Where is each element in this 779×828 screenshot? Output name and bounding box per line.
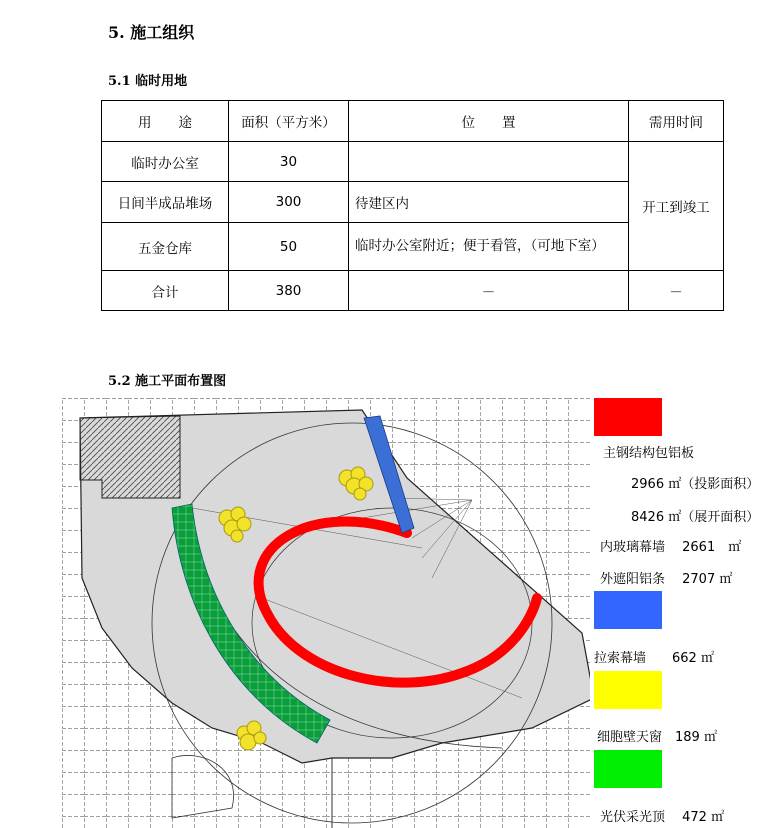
legend-value-unfolded: 8426 ㎡（展开面积） bbox=[631, 510, 760, 525]
legend-label-inner-glass: 内玻璃幕墙 2661 ㎡ bbox=[600, 540, 742, 555]
legend-swatch-green bbox=[594, 750, 662, 788]
cell-area: 380 bbox=[229, 271, 349, 311]
site-plan-drawing bbox=[62, 398, 590, 828]
cell-time-merged: 开工到竣工 bbox=[629, 142, 724, 271]
temporary-land-table bbox=[101, 100, 724, 311]
section-heading: 5. 施工组织 bbox=[108, 23, 195, 42]
cell-use: 临时办公室 bbox=[102, 142, 229, 182]
header-time: 需用时间 bbox=[629, 101, 724, 142]
table-header-row bbox=[102, 101, 724, 142]
cell-area: 30 bbox=[229, 142, 349, 182]
cell-use: 合计 bbox=[102, 271, 229, 311]
legend-value-projected: 2966 ㎡（投影面积） bbox=[631, 477, 760, 492]
subsection-heading-temporary-land: 5.1 临时用地 bbox=[108, 74, 188, 89]
cell-location: 待建区内 bbox=[349, 182, 629, 223]
cell-location: 临时办公室附近；便于看管，（可地下室） bbox=[349, 223, 629, 271]
header-location: 位 置 bbox=[349, 101, 629, 142]
site-plan-svg bbox=[62, 398, 590, 828]
cell-use: 日间半成品堆场 bbox=[102, 182, 229, 223]
legend-swatch-red bbox=[594, 398, 662, 436]
table-row bbox=[102, 271, 724, 311]
cell-area: 300 bbox=[229, 182, 349, 223]
legend-label-cell-skylight: 细胞壁天窗 189 ㎡ bbox=[597, 730, 717, 745]
cell-use: 五金仓库 bbox=[102, 223, 229, 271]
legend-swatch-yellow bbox=[594, 671, 662, 709]
cell-time: － bbox=[629, 271, 724, 311]
cell-location: － bbox=[349, 271, 629, 311]
legend-label-photovoltaic: 光伏采光顶 472 ㎡ bbox=[600, 810, 725, 825]
legend-label-main-steel: 主钢结构包铝板 bbox=[603, 446, 695, 461]
table-row bbox=[102, 142, 724, 182]
legend-label-outer-sunshade: 外遮阳铝条 2707 ㎡ bbox=[600, 572, 733, 587]
header-area: 面积（平方米） bbox=[229, 101, 349, 142]
legend-swatch-blue bbox=[594, 591, 662, 629]
legend-label-cable-wall: 拉索幕墙 662 ㎡ bbox=[594, 651, 714, 666]
header-use: 用 途 bbox=[102, 101, 229, 142]
subsection-heading-site-plan: 5.2 施工平面布置图 bbox=[108, 374, 227, 389]
cell-location bbox=[349, 142, 629, 182]
cell-area: 50 bbox=[229, 223, 349, 271]
